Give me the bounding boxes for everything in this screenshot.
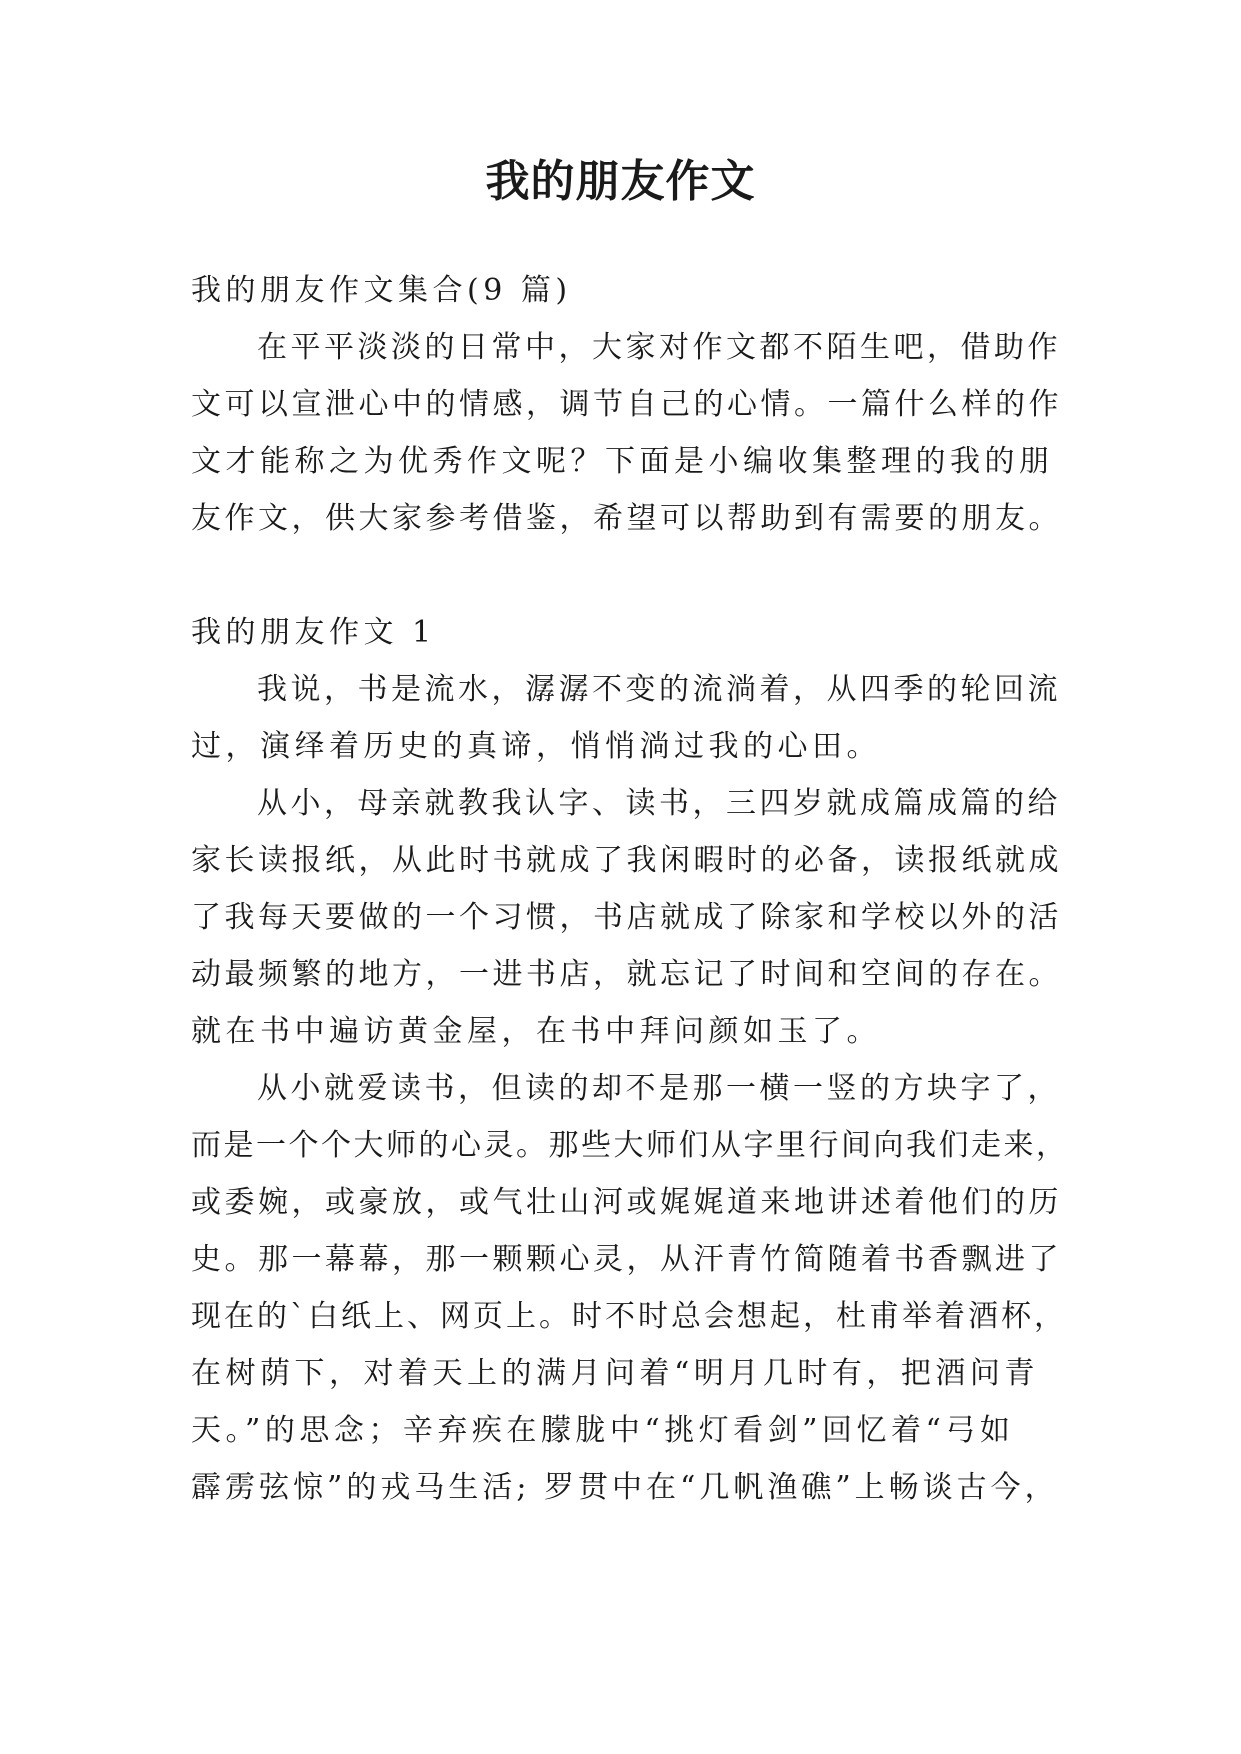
intro-paragraph-line: 在平平淡淡的日常中，大家对作文都不陌生吧，借助作: [257, 330, 1061, 365]
essay-paragraph-line: 就在书中遍访黄金屋，在书中拜问颜如玉了。: [191, 1014, 881, 1049]
essay-paragraph-line: 现在的`白纸上、网页上。时不时总会想起，杜甫举着酒杯，: [191, 1299, 1067, 1334]
essay-paragraph-line: 动最频繁的地方，一进书店，就忘记了时间和空间的存在。: [191, 957, 1062, 992]
essay-paragraph-line: 我说，书是流水，潺潺不变的流淌着，从四季的轮回流: [257, 672, 1061, 707]
essay-paragraph-line: 从小就爱读书，但读的却不是那一横一竖的方块字了，: [257, 1071, 1061, 1106]
essay-paragraph-line: 或委婉，或豪放，或气壮山河或娓娓道来地讲述着他们的历: [191, 1185, 1062, 1220]
essay-paragraph-line: 而是一个个大师的心灵。那些大师们从字里行间向我们走来，: [191, 1128, 1069, 1163]
section-spacer: [191, 547, 1051, 604]
intro-paragraph-line: 文可以宣泄心中的情感，调节自己的心情。一篇什么样的作: [191, 387, 1062, 422]
essay-paragraph-line: 史。那一幕幕，那一颗颗心灵，从汗青竹简随着书香飘进了: [191, 1242, 1062, 1277]
intro-paragraph-line: 友作文，供大家参考借鉴，希望可以帮助到有需要的朋友。: [191, 501, 1062, 536]
essay-paragraph-line: 过，演绎着历史的真谛，悄悄淌过我的心田。: [191, 729, 881, 764]
document-title: 我的朋友作文: [485, 156, 756, 207]
intro-paragraph-line: 文才能称之为优秀作文呢？下面是小编收集整理的我的朋: [191, 444, 1054, 479]
essay-paragraph-line: 从小，母亲就教我认字、读书，三四岁就成篇成篇的给: [257, 786, 1061, 821]
essay-1-heading: 我的朋友作文 1: [191, 615, 436, 650]
essay-paragraph-line: 天。”的思念；辛弃疾在朦胧中“挑灯看剑”回忆着“弓如: [191, 1413, 1015, 1448]
essay-paragraph-line: 在树荫下，对着天上的满月问着“明月几时有，把酒问青: [191, 1356, 1039, 1391]
collection-heading: 我的朋友作文集合(9 篇): [191, 273, 572, 308]
essay-paragraph-line: 了我每天要做的一个习惯，书店就成了除家和学校以外的活: [191, 900, 1062, 935]
essay-paragraph-line: 家长读报纸，从此时书就成了我闲暇时的必备，读报纸就成: [191, 843, 1062, 878]
document-body: [191, 262, 1069, 1516]
essay-paragraph-line: 霹雳弦惊”的戎马生活; 罗贯中在“几帆渔礁”上畅谈古今，: [191, 1470, 1059, 1505]
